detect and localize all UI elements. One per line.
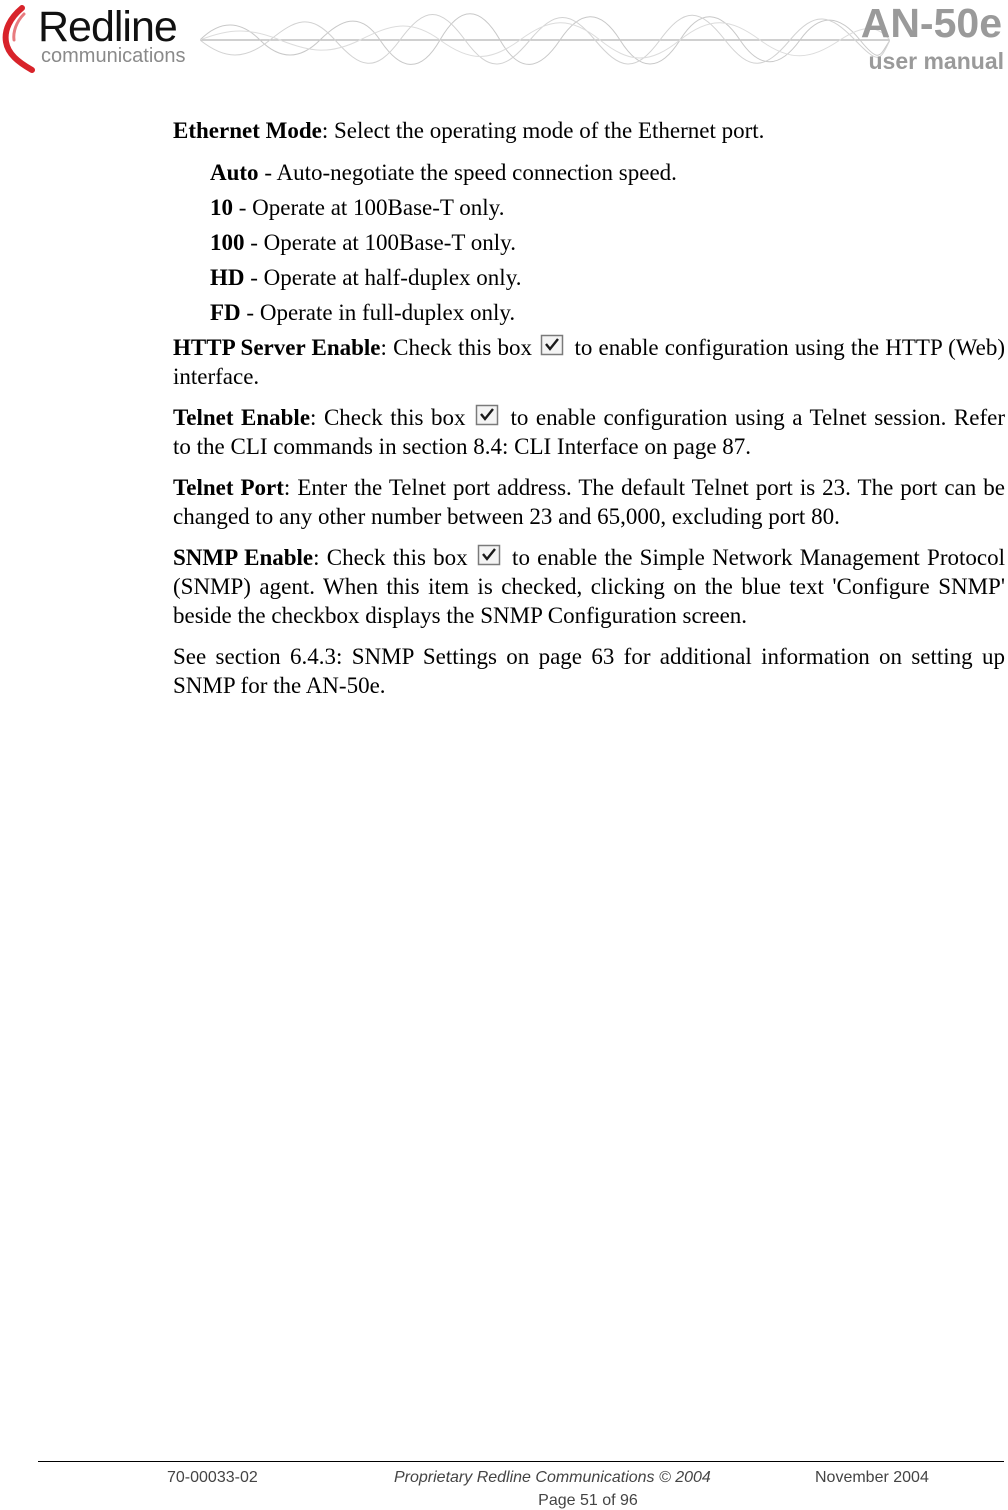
list-item	[210, 263, 1005, 292]
document-number: 70-00033-02	[167, 1469, 258, 1486]
mode-text: - Operate at half-duplex only.	[244, 265, 522, 290]
checkbox-checked-icon	[475, 404, 499, 426]
ethernet-mode-text: : Select the operating mode of the Ethernet port.	[321, 118, 765, 143]
telnet-port-term: Telnet Port	[173, 475, 284, 500]
mode-term: 10	[210, 195, 233, 220]
telnet-enable-paragraph	[173, 403, 1005, 461]
page-header	[0, 0, 1008, 82]
list-item	[210, 158, 1005, 187]
mode-text: - Auto-negotiate the speed connection speed.	[258, 160, 677, 185]
http-server-paragraph	[173, 333, 1005, 391]
snmp-enable-text-after: to enable the Simple Network Management Protocol (SNMP) agent. When this item is checked, clicking on the blue text 'Configure SNMP' beside the checkbox displays the SNMP Configuration screen.	[173, 545, 1005, 628]
copyright-notice: Proprietary Redline Communications © 2004	[394, 1469, 711, 1486]
ethernet-mode-term: Ethernet Mode	[173, 118, 322, 143]
manual-label: user manual	[868, 48, 1004, 74]
http-server-text-after: to enable configuration using the HTTP (Web) interface.	[173, 335, 1005, 389]
snmp-enable-paragraph	[173, 543, 1005, 630]
logo-name: Redline	[38, 3, 177, 51]
telnet-enable-text-before: : Check this box	[310, 405, 473, 430]
redline-logo-mark-icon	[2, 4, 36, 74]
mode-term: HD	[210, 265, 245, 290]
footer-divider	[38, 1461, 1004, 1462]
product-name: AN-50e	[860, 0, 1002, 46]
http-server-text-before: : Check this box	[380, 335, 539, 360]
mode-text: - Operate at 100Base-T only.	[233, 195, 505, 220]
header-wave-decoration	[200, 0, 890, 82]
ethernet-mode-paragraph	[173, 116, 1005, 145]
ethernet-mode-list	[173, 158, 1005, 327]
snmp-enable-term: SNMP Enable	[173, 545, 314, 570]
mode-term: 100	[210, 230, 245, 255]
telnet-port-text: : Enter the Telnet port address. The default Telnet port is 23. The port can be changed to any other number between 23 and 65,000, excluding port 80.	[173, 475, 1005, 529]
telnet-port-paragraph	[173, 473, 1005, 531]
snmp-enable-text-before: : Check this box	[313, 545, 475, 570]
checkbox-checked-icon	[540, 334, 564, 356]
telnet-enable-text-after: to enable configuration using a Telnet session. Refer to the CLI commands in section 8.4: CLI Interface on page 87.	[173, 405, 1005, 459]
mode-text: - Operate in full-duplex only.	[240, 300, 516, 325]
list-item	[210, 298, 1005, 327]
publication-date: November 2004	[815, 1469, 929, 1486]
telnet-enable-term: Telnet Enable	[173, 405, 311, 430]
page-number: Page 51 of 96	[538, 1492, 638, 1509]
list-item	[210, 193, 1005, 222]
http-server-term: HTTP Server Enable	[173, 335, 381, 360]
document-body	[173, 116, 1005, 712]
checkbox-checked-icon	[477, 544, 501, 566]
see-also-paragraph: See section 6.4.3: SNMP Settings on page 63 for additional information on setting up SNMP for the AN-50e.	[173, 644, 1005, 698]
mode-term: FD	[210, 300, 241, 325]
list-item	[210, 228, 1005, 257]
mode-text: - Operate at 100Base-T only.	[244, 230, 516, 255]
logo-subtitle: communications	[41, 45, 186, 67]
mode-term: Auto	[210, 160, 259, 185]
